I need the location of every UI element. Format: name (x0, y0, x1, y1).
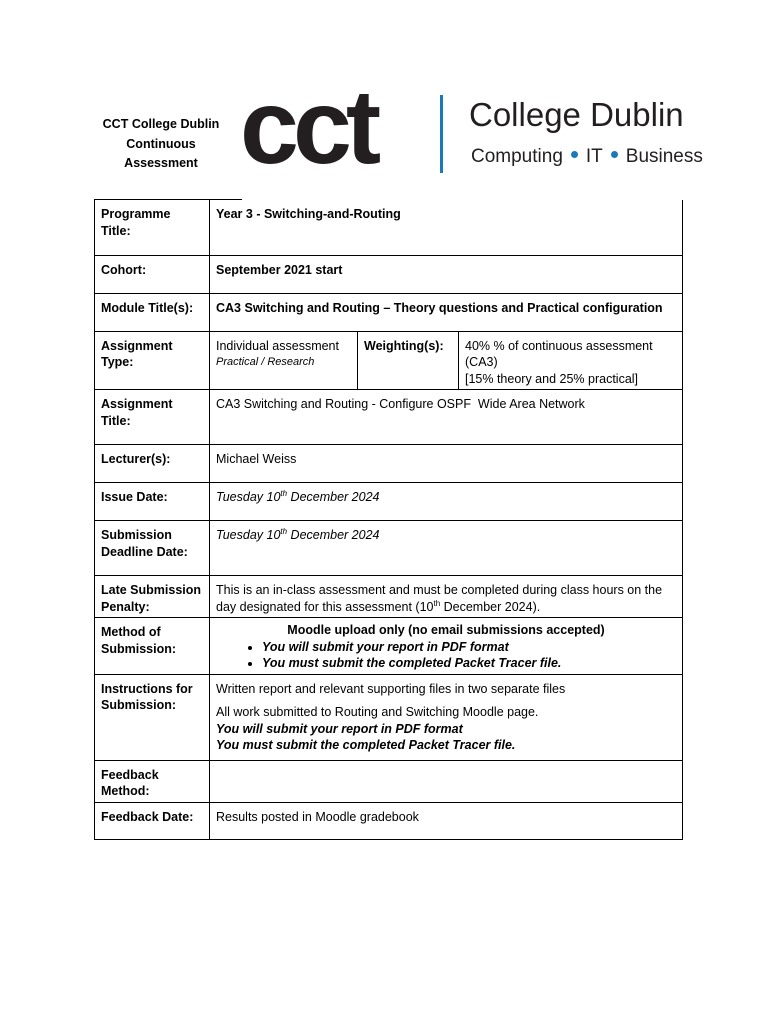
header-line-2: Continuous (126, 136, 196, 151)
table-row-method (95, 618, 683, 675)
module-title-value: CA3 Switching and Routing – Theory questions and Practical configuration (210, 293, 683, 331)
assignment-type-value-cell (210, 331, 358, 390)
assessment-form-table (94, 200, 683, 840)
feedback-date-label: Feedback Date: (95, 802, 210, 839)
deadline-day: Tuesday 10 (216, 528, 281, 542)
tagline-business: Business (625, 146, 703, 167)
table-row-instructions (95, 674, 683, 760)
tagline-computing: Computing (471, 146, 563, 167)
assignment-type-value: Individual assessment (216, 338, 339, 353)
cohort-label: Cohort: (95, 255, 210, 293)
method-value-cell (210, 618, 683, 675)
instructions-label: Instructions for Submission: (95, 674, 210, 760)
assignment-title-value: CA3 Switching and Routing - Configure OSPF Wide Area Network (210, 390, 683, 445)
method-bullet-1: • You will submit your report in PDF format (262, 639, 676, 656)
weighting-value-cell (459, 331, 683, 390)
assignment-title-label: Assignment Title: (95, 390, 210, 445)
programme-title-value: Year 3 - Switching-and-Routing (210, 200, 683, 255)
lecturer-label: Lecturer(s): (95, 445, 210, 483)
instructions-line-4: You must submit the completed Packet Tracer file. (216, 738, 516, 752)
cct-logo-wordmark: cct (240, 68, 376, 186)
logo-divider-bar (440, 95, 443, 173)
tagline-dot-icon (611, 151, 618, 158)
tagline-dot-icon (571, 151, 578, 158)
table-row-assignment-type (95, 331, 683, 390)
deadline-sup: th (280, 526, 288, 536)
feedback-method-value (210, 760, 683, 802)
deadline-rest: December 2024 (287, 528, 380, 542)
assignment-type-label: Assignment Type: (95, 331, 210, 390)
weighting-label: Weighting(s): (358, 331, 459, 390)
deadline-value (210, 521, 683, 576)
table-row-lecturer (95, 445, 683, 483)
issue-date-rest: December 2024 (287, 490, 380, 504)
feedback-date-value: Results posted in Moodle gradebook (210, 802, 683, 839)
issue-date-label: Issue Date: (95, 483, 210, 521)
method-label: Method of Submission: (95, 618, 210, 675)
table-row-assignment-title (95, 390, 683, 445)
lecturer-value: Michael Weiss (210, 445, 683, 483)
table-row-cohort (95, 255, 683, 293)
table-row-feedback-date (95, 802, 683, 839)
module-title-label: Module Title(s): (95, 293, 210, 331)
late-penalty-text: This is an in-class assessment and must be completed during class hours on the day designated for this assessment (10 (216, 583, 663, 614)
programme-title-label: Programme Title: (95, 200, 210, 255)
late-penalty-label: Late Submission Penalty: (95, 576, 210, 618)
logo-tagline (471, 147, 703, 166)
table-row-programme (95, 200, 683, 255)
cohort-value: September 2021 start (210, 255, 683, 293)
table-row-late-penalty (95, 576, 683, 618)
header-line-1: CCT College Dublin (102, 117, 220, 131)
late-penalty-text-end: December 2024). (440, 599, 541, 614)
header-line-3: Assessment (124, 156, 198, 170)
deadline-label: Submission Deadline Date: (95, 521, 210, 576)
logo-college-dublin: College Dublin (469, 96, 684, 133)
late-penalty-sup: th (433, 598, 441, 608)
instructions-line-3: You will submit your report in PDF format (216, 721, 463, 736)
issue-date-sup: th (280, 488, 288, 498)
method-heading: Moodle upload only (no email submissions accepted) (287, 623, 605, 637)
method-bullet-2: • You must submit the completed Packet Tracer file. (262, 655, 676, 672)
table-row-feedback-method (95, 760, 683, 802)
weighting-detail: [15% theory and 25% practical] (465, 371, 639, 386)
method-bullet-list (216, 639, 676, 672)
issue-date-day: Tuesday 10 (216, 490, 281, 504)
table-row-module (95, 293, 683, 331)
late-penalty-value (210, 576, 683, 618)
weighting-value: 40% % of continuous assessment (CA3) (465, 338, 653, 369)
tagline-it: IT (585, 146, 603, 167)
table-row-issue-date (95, 483, 683, 521)
instructions-value-cell (210, 674, 683, 760)
table-row-deadline (95, 521, 683, 576)
feedback-method-label: Feedback Method: (95, 760, 210, 802)
instructions-line-1: Written report and relevant supporting files in two separate files (216, 681, 566, 696)
instructions-line-2: All work submitted to Routing and Switching Moodle page. (216, 705, 539, 719)
header-institution-text (98, 115, 224, 174)
assignment-type-subvalue: Practical / Research (216, 356, 315, 368)
issue-date-value (210, 483, 683, 521)
